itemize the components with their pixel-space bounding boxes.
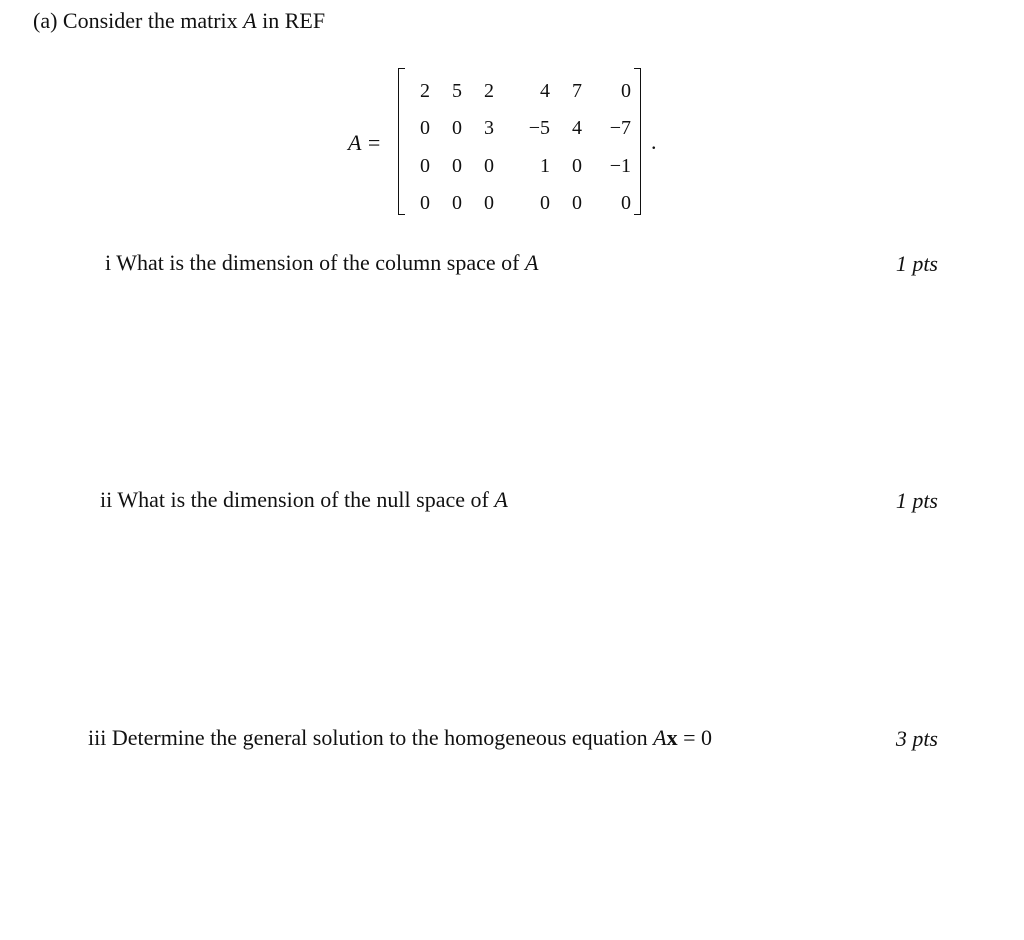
- part-label: (a): [33, 8, 58, 33]
- question-var: A: [524, 250, 539, 275]
- points-ii: 1 pts: [895, 488, 938, 513]
- matrix-row: [410, 185, 631, 223]
- matrix-entry: 0: [621, 79, 631, 102]
- question-ii: [100, 489, 508, 511]
- question-text: What is the dimension of the column space of: [116, 250, 520, 275]
- points-i: 1 pts: [895, 251, 938, 276]
- matrix-entry: −7: [609, 117, 631, 140]
- matrix-entry: 0: [452, 117, 462, 140]
- matrix-entry: 4: [540, 79, 550, 102]
- matrix-entry: 3: [484, 117, 494, 140]
- matrix-entry: 4: [572, 117, 582, 140]
- question-number: i: [105, 250, 112, 275]
- matrix-row: [410, 147, 631, 185]
- matrix-entry: 2: [420, 79, 430, 102]
- question-equation: = 0: [683, 725, 713, 750]
- matrix-entry: 0: [420, 192, 430, 215]
- matrix-a: [398, 68, 641, 215]
- points-iii: 3 pts: [895, 726, 938, 751]
- heading-suffix: in REF: [262, 8, 326, 33]
- matrix-lhs: A =: [348, 130, 382, 155]
- question-number: ii: [100, 487, 113, 512]
- matrix-entry: −1: [609, 154, 631, 177]
- matrix-row: [410, 110, 631, 148]
- matrix-row: [410, 72, 631, 110]
- question-text: Determine the general solution to the homogeneous equation: [111, 725, 648, 750]
- question-text: What is the dimension of the null space of: [117, 487, 489, 512]
- question-var: A: [653, 725, 667, 750]
- matrix-entry: 5: [452, 79, 462, 102]
- matrix-entries: [410, 72, 631, 222]
- matrix-entry: 0: [420, 117, 430, 140]
- matrix-entry: 1: [540, 154, 550, 177]
- matrix-entry: 0: [484, 154, 494, 177]
- right-bracket: [634, 68, 641, 215]
- left-bracket: [398, 68, 405, 215]
- matrix-entry: 0: [484, 192, 494, 215]
- question-number: iii: [88, 725, 107, 750]
- question-var: A: [494, 487, 508, 512]
- matrix-entry: 0: [452, 192, 462, 215]
- matrix-entry: 0: [540, 192, 550, 215]
- question-iii: [88, 727, 712, 749]
- matrix-entry: 2: [484, 79, 494, 102]
- matrix-entry: 0: [572, 192, 582, 215]
- matrix-entry: 7: [572, 79, 582, 102]
- matrix-entry: 0: [420, 154, 430, 177]
- heading-text: Consider the matrix: [62, 8, 238, 33]
- matrix-entry: 0: [572, 154, 582, 177]
- problem-heading: [33, 10, 325, 32]
- matrix-variable: A: [243, 8, 257, 33]
- question-i: [105, 252, 538, 274]
- matrix-entry: 0: [452, 154, 462, 177]
- matrix-period: .: [651, 129, 657, 154]
- question-bold-var: x: [666, 725, 678, 750]
- matrix-entry: 0: [621, 192, 631, 215]
- matrix-entry: −5: [528, 117, 550, 140]
